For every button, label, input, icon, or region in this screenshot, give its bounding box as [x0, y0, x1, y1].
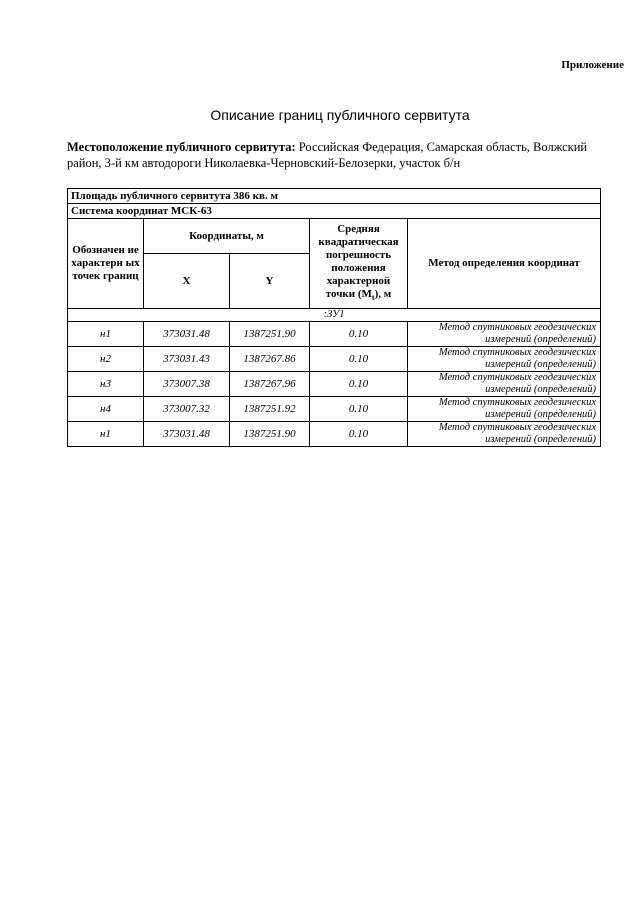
- table-row: [68, 422, 601, 447]
- cell-x: 373031.43: [144, 347, 230, 372]
- table-body: [68, 309, 601, 447]
- cell-y: 1387251.92: [230, 397, 310, 422]
- cell-x: 373031.48: [144, 322, 230, 347]
- header-x: X: [144, 254, 230, 309]
- appendix-label: Приложение: [561, 59, 624, 71]
- location-label: Местоположение публичного сервитута:: [67, 140, 296, 154]
- cell-point: н3: [68, 372, 144, 397]
- cell-y: 1387267.86: [230, 347, 310, 372]
- cell-method: Метод спутниковых геодезических измерений (определений): [408, 422, 601, 447]
- parcel-label: :ЗУ1: [68, 309, 601, 322]
- cell-y: 1387251.90: [230, 422, 310, 447]
- cell-x: 373007.32: [144, 397, 230, 422]
- page-title: Описание границ публичного сервитута: [210, 107, 470, 123]
- header-error-text: Средняя квадратическая погрешность положения характерной точки $(M_t)$, м: [318, 222, 399, 303]
- header-point-text: Обозначен ие характерн ых точек границ: [71, 244, 140, 282]
- table-row: [68, 322, 601, 347]
- cell-method: Метод спутниковых геодезических измерений (определений): [408, 322, 601, 347]
- cell-method: Метод спутниковых геодезических измерений (определений): [408, 372, 601, 397]
- cell-error: 0.10: [310, 372, 408, 397]
- cell-point: н4: [68, 397, 144, 422]
- cell-error: 0.10: [310, 322, 408, 347]
- table-row: [68, 347, 601, 372]
- header-coords: Координаты, м: [144, 219, 310, 254]
- cell-error: 0.10: [310, 422, 408, 447]
- subscript-t: t: [371, 293, 375, 303]
- cell-x: 373007.38: [144, 372, 230, 397]
- table-row: [68, 372, 601, 397]
- cell-error: 0.10: [310, 347, 408, 372]
- cell-x: 373031.48: [144, 422, 230, 447]
- location-paragraph: [67, 139, 607, 171]
- cell-method: Метод спутниковых геодезических измерений (определений): [408, 397, 601, 422]
- cell-error: 0.10: [310, 397, 408, 422]
- location-value: Российская Федерация, Самарская область, Волжский район, 3-й км автодороги Николаевка-Черновский-Белозерки, участок б/н: [67, 140, 588, 170]
- cell-method: Метод спутниковых геодезических измерений (определений): [408, 347, 601, 372]
- cell-point: н1: [68, 422, 144, 447]
- header-y: Y: [230, 254, 310, 309]
- boundary-table: [67, 188, 601, 447]
- crs-row: Система координат МСК-63: [68, 204, 601, 219]
- cell-point: н1: [68, 322, 144, 347]
- cell-y: 1387251.90: [230, 322, 310, 347]
- header-error: [310, 219, 408, 309]
- area-row: Площадь публичного сервитута 386 кв. м: [68, 189, 601, 204]
- cell-point: н2: [68, 347, 144, 372]
- cell-y: 1387267.96: [230, 372, 310, 397]
- header-point: [68, 219, 144, 309]
- table-row: [68, 397, 601, 422]
- header-method: Метод определения координат: [408, 219, 601, 309]
